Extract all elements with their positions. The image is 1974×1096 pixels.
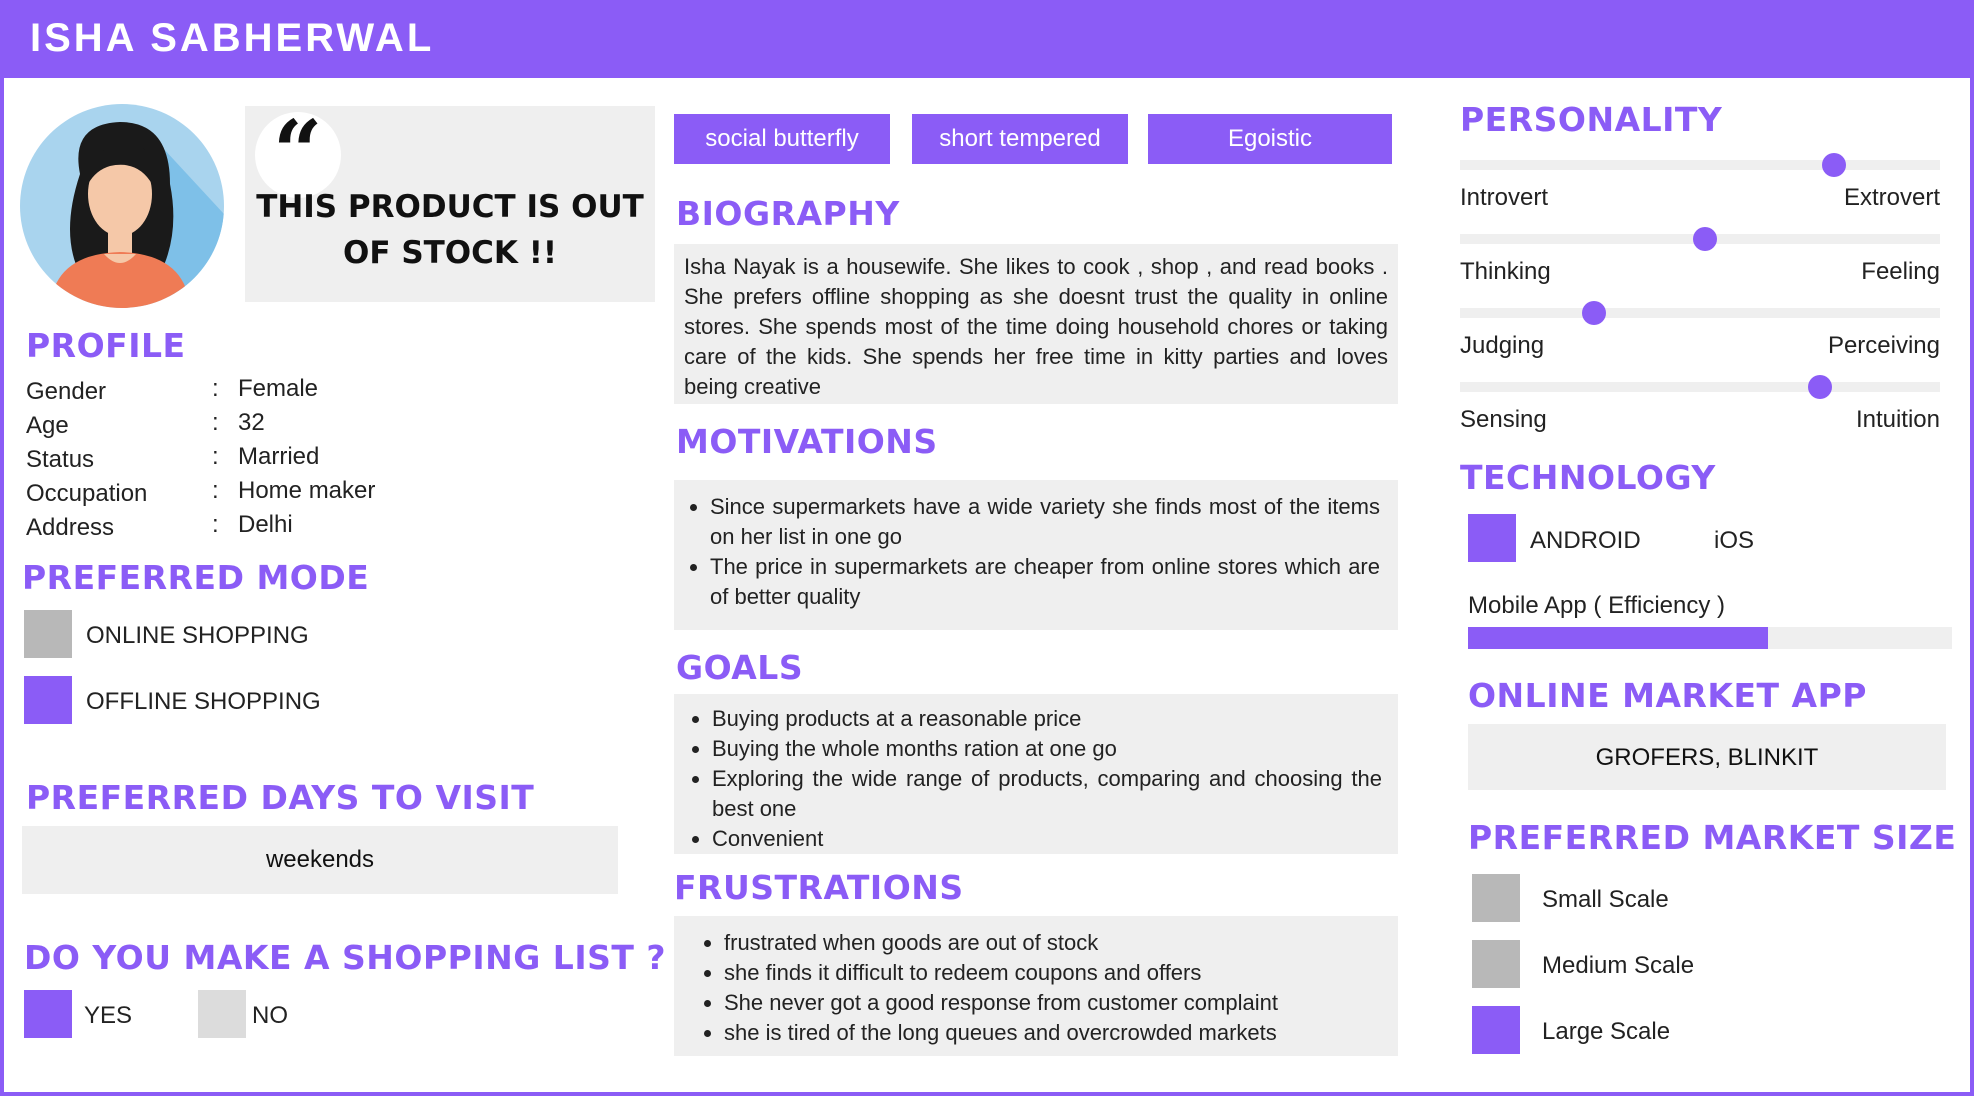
persona-name: ISHA SABHERWAL (30, 16, 435, 60)
list-item: Buying the whole months ration at one go (686, 734, 1382, 764)
list-item: frustrated when goods are out of stock (698, 928, 1388, 958)
frustrations-list (698, 928, 1388, 1048)
online-market-app-value: GROFERS, BLINKIT (1595, 744, 1819, 771)
list-item: she finds it difficult to redeem coupons and offers (698, 958, 1388, 988)
motivations-heading: MOTIVATIONS (676, 422, 938, 461)
goals-box (674, 694, 1398, 854)
market-size-label: Medium Scale (1542, 952, 1695, 979)
shopping-list-heading: DO YOU MAKE A SHOPPING LIST ? (24, 938, 666, 977)
market-size-label: Small Scale (1542, 886, 1669, 913)
mode-label: OFFLINE SHOPPING (86, 688, 321, 715)
yes-checkbox[interactable] (24, 990, 72, 1038)
personality-slider-knob (1693, 227, 1717, 251)
personality-right-label: Intuition (1855, 406, 1940, 433)
quote-box (245, 102, 655, 302)
profile-heading: PROFILE (26, 326, 186, 365)
list-item: Since supermarkets have a wide variety she finds most of the items on her list in one go (684, 492, 1380, 552)
profile-value: 32 (238, 409, 265, 436)
profile-colon: : (212, 477, 219, 504)
ios-label: iOS (1714, 527, 1755, 554)
tag-egoistic: Egoistic (1148, 114, 1392, 164)
tag-short-tempered: short tempered (912, 114, 1128, 164)
profile-label: Age (26, 412, 69, 439)
personality-left-label: Sensing (1460, 406, 1547, 433)
technology-heading: TECHNOLOGY (1460, 458, 1716, 497)
frustrations-box (674, 916, 1398, 1056)
profile-label: Status (26, 446, 95, 473)
personality-right-label: Perceiving (1827, 332, 1940, 359)
profile-value: Female (238, 375, 319, 402)
list-item: Buying products at a reasonable price (686, 704, 1382, 734)
profile-value: Home maker (238, 477, 376, 504)
mode-checkbox[interactable] (24, 676, 72, 724)
preferred-mode-heading: PREFERRED MODE (22, 558, 370, 597)
market-size-label: Large Scale (1542, 1018, 1671, 1045)
personality-slider-track (1460, 382, 1940, 392)
efficiency-bar-fill (1468, 627, 1768, 649)
profile-label: Occupation (26, 480, 148, 507)
list-item: The price in supermarkets are cheaper from online stores which are of better quality (684, 552, 1380, 612)
market-size-checkbox[interactable] (1472, 1006, 1520, 1054)
android-label: ANDROID (1530, 527, 1641, 554)
no-label: NO (252, 1002, 288, 1029)
android-checkbox[interactable] (1468, 514, 1516, 562)
frustrations-heading: FRUSTRATIONS (674, 868, 964, 907)
preferred-days-heading: PREFERRED DAYS TO VISIT (26, 778, 535, 817)
efficiency-label: Mobile App ( Efficiency ) (1468, 592, 1726, 619)
preferred-days-box (22, 826, 618, 894)
list-item: She never got a good response from customer complaint (698, 988, 1388, 1018)
personality-left-label: Introvert (1460, 184, 1549, 211)
quote-text: THIS PRODUCT IS OUT OF STOCK !! (256, 189, 644, 271)
motivations-box (674, 480, 1398, 630)
profile-label: Gender (26, 378, 107, 405)
market-size-heading: PREFERRED MARKET SIZE (1468, 818, 1957, 857)
goals-heading: GOALS (676, 648, 804, 687)
mode-label: ONLINE SHOPPING (86, 622, 309, 649)
personality-slider-knob (1808, 375, 1832, 399)
preferred-days-value: weekends (265, 846, 375, 873)
tag-social-butterfly: social butterfly (674, 114, 890, 164)
personality-slider-track (1460, 160, 1940, 170)
yes-label: YES (84, 1002, 133, 1029)
personality-right-label: Extrovert (1843, 184, 1940, 211)
personality-left-label: Thinking (1460, 258, 1551, 285)
list-item: Convenient (686, 824, 1382, 854)
market-size-checkbox[interactable] (1472, 940, 1520, 988)
efficiency-bar (1468, 627, 1952, 649)
list-item: she is tired of the long queues and overcrowded markets (698, 1018, 1388, 1048)
goals-list (686, 704, 1382, 854)
motivations-list (684, 492, 1380, 612)
no-checkbox[interactable] (198, 990, 246, 1038)
personality-heading: PERSONALITY (1460, 100, 1723, 139)
market-size-checkbox[interactable] (1472, 874, 1520, 922)
profile-colon: : (212, 375, 219, 402)
online-market-app-box (1468, 724, 1946, 790)
online-market-app-heading: ONLINE MARKET APP (1468, 676, 1867, 715)
profile-value: Delhi (238, 511, 293, 538)
personality-left-label: Judging (1460, 332, 1545, 359)
profile-colon: : (212, 409, 219, 436)
list-item: Exploring the wide range of products, comparing and choosing the best one (686, 764, 1382, 824)
personality-right-label: Feeling (1861, 258, 1940, 285)
quote-icon: “ (255, 112, 341, 198)
woman-avatar-icon (20, 104, 224, 308)
profile-label: Address (26, 514, 115, 541)
mode-checkbox[interactable] (24, 610, 72, 658)
biography-text: Isha Nayak is a housewife. She likes to cook , shop , and read books . She prefers offline shopping as she doesnt trust the quality in online stores. She spends most of the time doing household chores or taking care of the kids. She spends her free time in kitty parties and loves being creative (674, 244, 1398, 404)
biography-heading: BIOGRAPHY (676, 194, 900, 233)
personality-slider-track (1460, 308, 1940, 318)
profile-colon: : (212, 443, 219, 470)
profile-value: Married (238, 443, 320, 470)
profile-colon: : (212, 511, 219, 538)
